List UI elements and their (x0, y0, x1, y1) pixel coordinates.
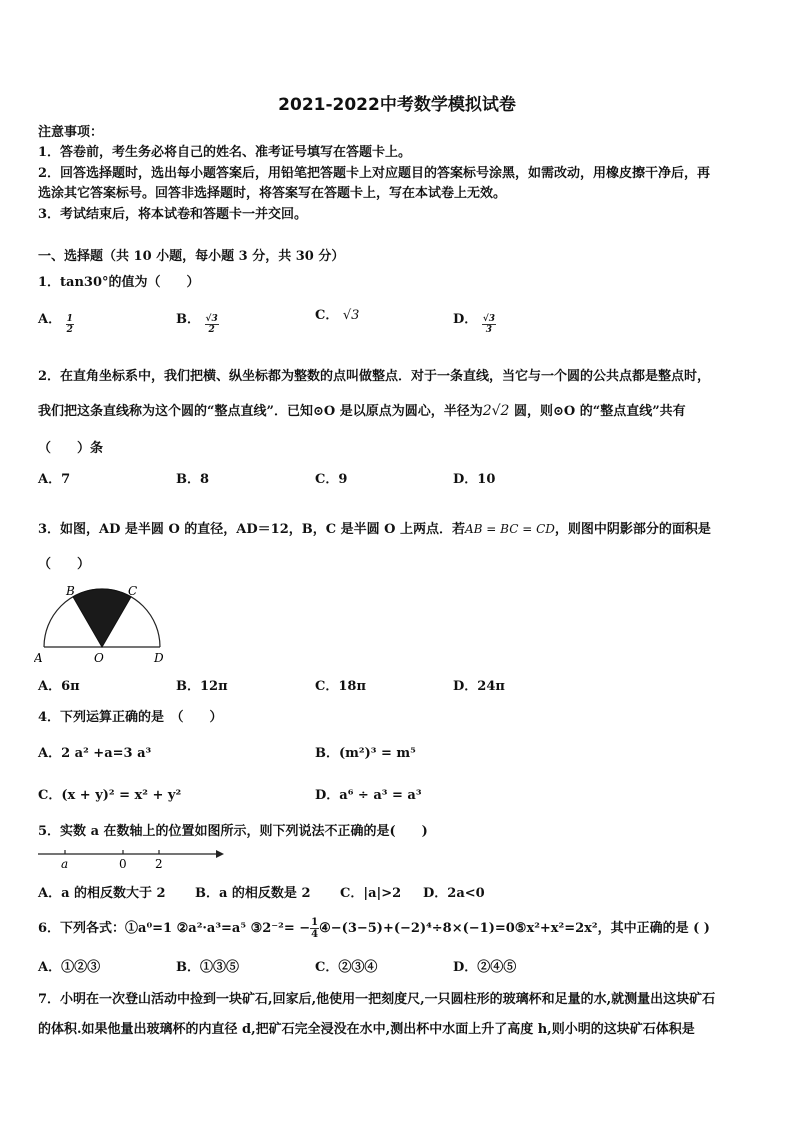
arc-equality: AB = BC = CD (465, 522, 555, 536)
notice-item: 3．考试结束后，将本试卷和答题卡一并交回。 (38, 207, 308, 222)
q6-option-a: A．①②③ (38, 960, 101, 975)
question-2-line: 2．在直角坐标系中，我们把横、纵坐标都为整数的点叫做整点．对于一条直线，当它与一个圆的公共点都是整点时， (38, 369, 711, 384)
fraction (310, 917, 319, 940)
notice-item: 2．回答选择题时，选出每小题答案后，用铅笔把答题卡上对应题目的答案标号涂黑，如需改动，用橡皮擦干净后，再 (38, 166, 711, 181)
text: 3．如图，AD 是半圆 O 的直径，AD＝12，B，C 是半圆 O 上两点．若 (38, 522, 465, 537)
q1-option-a (38, 304, 74, 335)
label-o: O (94, 651, 104, 665)
section-heading: 一、选择题（共 10 小题，每小题 3 分，共 30 分） (38, 249, 345, 264)
question-2-line: （ ）条 (38, 441, 104, 456)
option-value: √3 (342, 308, 360, 323)
q4-option-b: B．(m²)³ = m⁵ (315, 746, 416, 761)
q3-option-a: A．6π (38, 679, 80, 694)
q6-option-d: D．②④⑤ (453, 960, 517, 975)
fraction-numerator: 1 (66, 314, 73, 324)
q5-option-b: B．a 的相反数是 2 (195, 886, 311, 901)
question-3-line (38, 518, 764, 537)
label-c: C (128, 584, 138, 598)
q2-option-b: B．8 (176, 472, 210, 487)
fraction-denominator: 4 (311, 929, 319, 940)
q4-option-d: D．a⁶ ÷ a³ = a³ (315, 788, 422, 803)
question-6-stem (38, 917, 764, 940)
fraction (205, 314, 219, 335)
question-1-stem: 1．tan30°的值为（ ） (38, 275, 200, 290)
question-5-stem: 5．实数 a 在数轴上的位置如图所示，则下列说法不正确的是( ) (38, 824, 428, 839)
fraction-denominator: 2 (66, 325, 73, 335)
option-label: B． (176, 312, 200, 327)
fraction-numerator: √3 (205, 314, 218, 324)
label-b: B (66, 584, 75, 598)
radius-value: 2√2 (482, 403, 510, 419)
text: 我们把这条直线称为这个圆的“整点直线”．已知⊙O 是以原点为圆心，半径为 (38, 404, 483, 419)
q5-option-c: C．|a|>2 (340, 886, 402, 901)
tick-label-zero: 0 (119, 857, 127, 871)
label-a: A (34, 651, 43, 665)
fraction (66, 314, 74, 335)
question-7-line: 7．小明在一次登山活动中捡到一块矿石,回家后,他使用一把刻度尺,一只圆柱形的玻璃杯和足量的水,就测量出这块矿石 (38, 992, 716, 1007)
label-d: D (154, 651, 164, 665)
q2-option-a: A．7 (38, 472, 71, 487)
shaded-sector (73, 589, 131, 647)
notice-item: 1．答卷前，考生务必将自己的姓名、准考证号填写在答题卡上。 (38, 145, 412, 160)
question-4-stem: 4．下列运算正确的是 （ ） (38, 710, 223, 725)
semicircle-figure (34, 580, 170, 666)
q5-option-d: D．2a<0 (423, 886, 485, 901)
option-label: A． (38, 312, 62, 327)
text: ，则图中阴影部分的面积是 (554, 522, 711, 537)
q3-option-c: C．18π (315, 679, 366, 694)
fraction-numerator: √3 (482, 314, 495, 324)
fraction (482, 314, 496, 335)
option-label: D． (453, 312, 478, 327)
text: ④−(3−5)+(−2)⁴÷8×(−1)=0⑤x²+x²=2x²，其中正确的是 ( ) (319, 921, 710, 936)
q4-option-a: A．2 a² +a=3 a³ (38, 746, 152, 761)
q4-option-c: C．(x + y)² = x² + y² (38, 788, 182, 803)
text: 6．下列各式：①a⁰=1 ②a²·a³=a⁵ ③2⁻²= − (38, 921, 311, 936)
tick-label-a: a (61, 857, 69, 871)
q6-option-c: C．②③④ (315, 960, 378, 975)
axis-arrow-icon (216, 850, 224, 858)
q3-option-b: B．12π (176, 679, 228, 694)
question-3-line: （ ） (38, 557, 91, 572)
q1-option-b (176, 304, 219, 335)
tick-label-two: 2 (155, 857, 163, 871)
question-7-line: 的体积.如果他量出玻璃杯的内直径 d,把矿石完全浸没在水中,测出杯中水面上升了高度 h,则小明的这块矿石体积是 (38, 1022, 695, 1037)
q1-option-c (315, 304, 359, 323)
page-title: 2021-2022中考数学模拟试卷 (278, 95, 516, 115)
number-line (36, 843, 226, 873)
fraction-denominator: 3 (485, 325, 493, 335)
notice-heading: 注意事项： (38, 125, 104, 140)
option-label: C． (315, 308, 339, 323)
q2-option-d: D．10 (453, 472, 496, 487)
text: 圆，则⊙O 的“整点直线”共有 (509, 404, 686, 419)
q3-option-d: D．24π (453, 679, 505, 694)
q6-option-b: B．①③⑤ (176, 960, 239, 975)
notice-item: 选涂其它答案标号。回答非选择题时，将答案写在答题卡上，写在本试卷上无效。 (38, 186, 507, 201)
q5-option-a: A．a 的相反数大于 2 (38, 886, 166, 901)
fraction-denominator: 2 (208, 325, 215, 335)
fraction-numerator: 1 (311, 917, 319, 928)
q2-option-c: C．9 (315, 472, 348, 487)
q1-option-d (453, 304, 496, 335)
question-2-line (38, 400, 764, 419)
